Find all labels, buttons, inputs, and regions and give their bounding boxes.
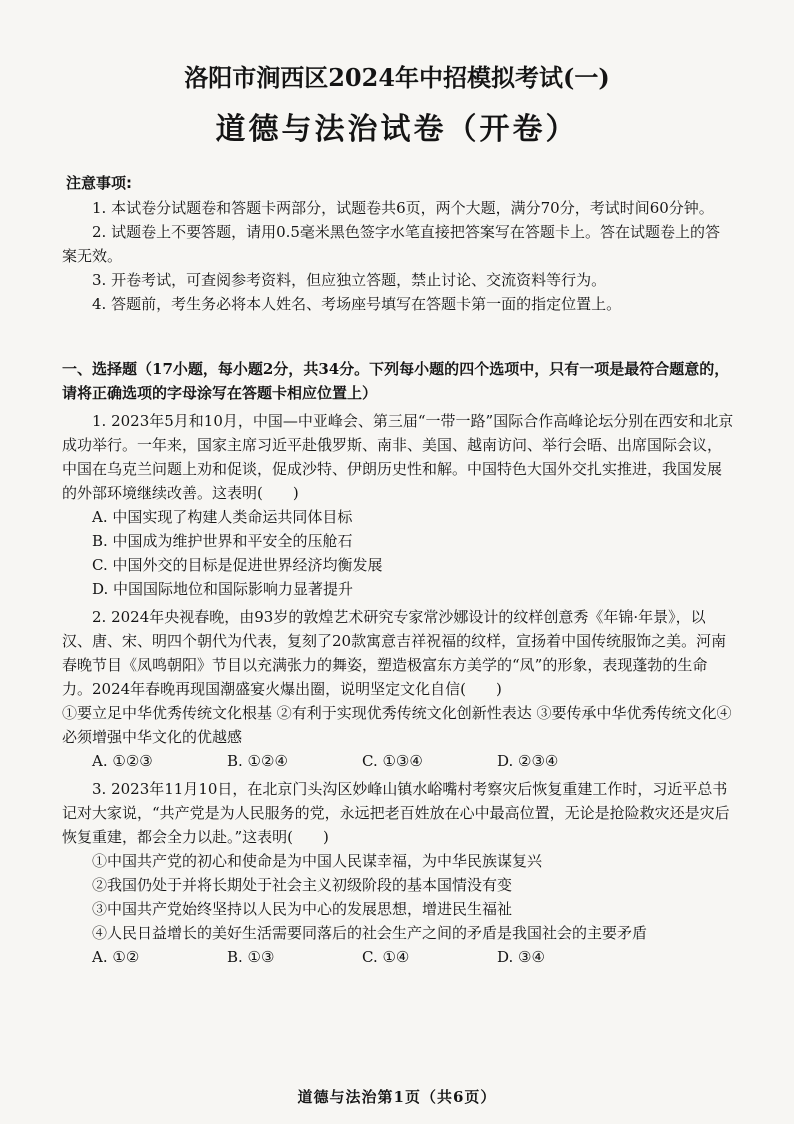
notice-list: [62, 196, 734, 316]
notice-item-1: 1. 本试卷分试题卷和答题卡两部分，试题卷共6页，两个大题，满分70分，考试时间60分钟。: [92, 199, 714, 217]
choice-b: B. ①③: [227, 948, 275, 966]
choice-d: D. ③④: [497, 948, 545, 966]
choice-row: [62, 945, 734, 969]
choice-b: B. ①②④: [227, 752, 288, 770]
choice-d: D. ②③④: [497, 752, 559, 770]
question-stem: 3. 2023年11月10日，在北京门头沟区妙峰山镇水峪嘴村考察灾后恢复重建工作时，习近平总书记对大家说，“共产党是为人民服务的党，永远把老百姓放在心中最高位置，无论是抢险救灾还是灾后恢复重建，都会全力以赴。”这表明( ): [62, 780, 730, 846]
notice-item-3: 3. 开卷考试，可查阅参考资料，但应独立答题，禁止讨论、交流资料等行为。: [92, 271, 607, 289]
subject-title: 道德与法治试卷（开卷）: [215, 112, 579, 147]
option-c: C. 中国外交的目标是促进世界经济均衡发展: [92, 556, 383, 574]
question-1: [62, 409, 734, 601]
statement-2: ②我国仍处于并将长期处于社会主义初级阶段的基本国情没有变: [92, 876, 513, 894]
statement-list: ①要立足中华优秀传统文化根基 ②有利于实现优秀传统文化创新性表达 ③要传承中华优秀传统文化④必须增强中华文化的优越感: [62, 704, 732, 746]
option-b: B. 中国成为维护世界和平安全的压舱石: [92, 532, 353, 550]
statement-1: ①中国共产党的初心和使命是为中国人民谋幸福，为中华民族谋复兴: [92, 852, 543, 870]
choice-a: A. ①②③: [92, 752, 153, 770]
question-stem: 1. 2023年5月和10月，中国—中亚峰会、第三届“一带一路”国际合作高峰论坛分别在西安和北京成功举行。一年来，国家主席习近平赴俄罗斯、南非、美国、越南访问、举行会晤、出席国际会议，中国在乌克兰问题上劝和促谈，促成沙特、伊朗历史性和解。中国特色大国外交扎实推进，我国发展的外部环境继续改善。这表明( ): [62, 412, 734, 502]
question-2: [62, 605, 734, 773]
page-footer: 道德与法治第1页（共6页）: [297, 1088, 497, 1106]
choice-a: A. ①②: [92, 948, 140, 966]
notice-item-2: 2. 试题卷上不要答题，请用0.5毫米黑色签字水笔直接把答案写在答题卡上。答在试题卷上的答案无效。: [62, 223, 720, 265]
exam-title: 洛阳市涧西区2024年中招模拟考试(一): [184, 63, 610, 92]
question-3: [62, 777, 734, 969]
notice-heading: 注意事项:: [66, 174, 132, 192]
notice-item-4: 4. 答题前，考生务必将本人姓名、考场座号填写在答题卡第一面的指定位置上。: [92, 295, 622, 313]
statement-4: ④人民日益增长的美好生活需要同落后的社会生产之间的矛盾是我国社会的主要矛盾: [92, 924, 648, 942]
choice-c: C. ①④: [362, 948, 410, 966]
option-d: D. 中国国际地位和国际影响力显著提升: [92, 580, 354, 598]
question-stem: 2. 2024年央视春晚，由93岁的敦煌艺术研究专家常沙娜设计的纹样创意秀《年锦·年景》，以汉、唐、宋、明四个朝代为代表，复刻了20款寓意吉祥祝福的纹样，宣扬着中国传统服饰之美。河南春晚节目《凤鸣朝阳》节目以充满张力的舞姿，塑造极富东方美学的“凤”的形象，表现蓬勃的生命力。2024年春晚再现国潮盛宴火爆出圈，说明坚定文化自信( ): [62, 608, 727, 698]
choice-c: C. ①③④: [362, 752, 423, 770]
section-heading: 一、选择题（17小题，每小题2分，共34分。下列每小题的四个选项中，只有一项是最符合题意的，请将正确选项的字母涂写在答题卡相应位置上）: [62, 360, 730, 402]
section-1: [62, 357, 734, 969]
option-a: A. 中国实现了构建人类命运共同体目标: [92, 508, 353, 526]
choice-row: [62, 749, 734, 773]
statement-3: ③中国共产党始终坚持以人民为中心的发展思想，增进民生福祉: [92, 900, 513, 918]
